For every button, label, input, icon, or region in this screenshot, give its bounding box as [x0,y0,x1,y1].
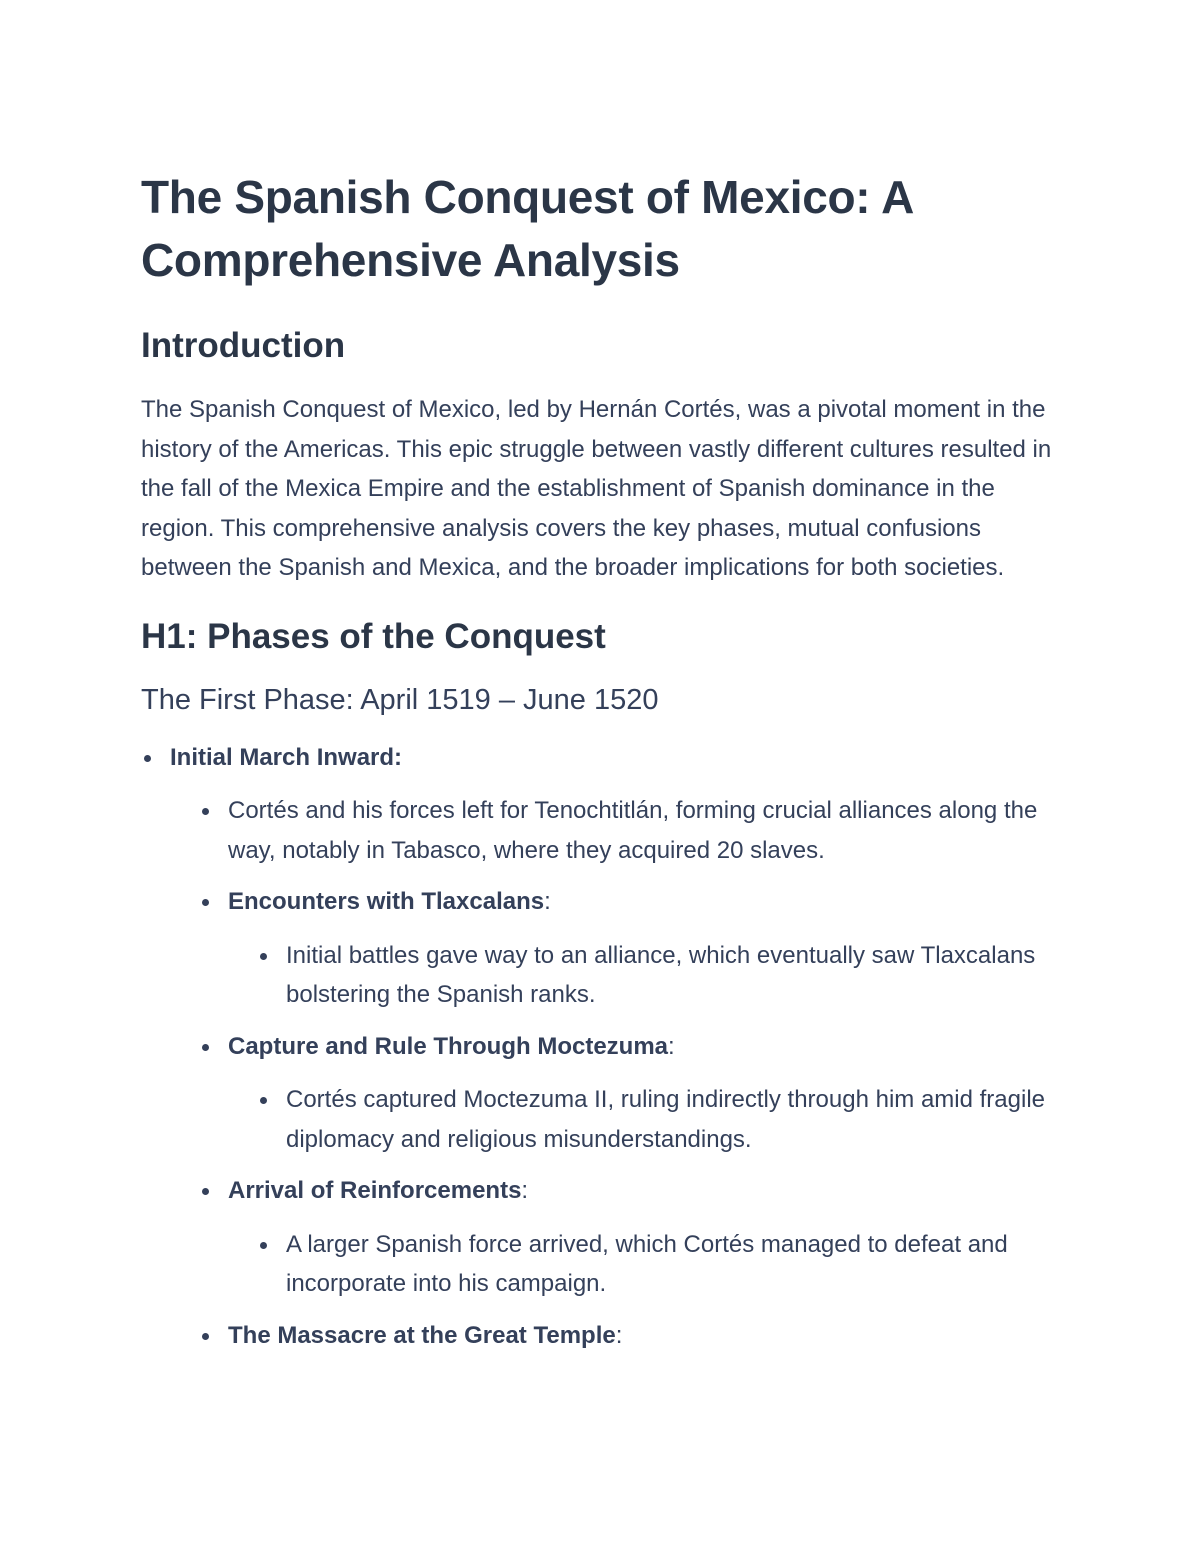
list-item [257,1225,1071,1304]
list-item [141,738,1071,1356]
phase-list [141,738,1071,1356]
detail-list [228,1080,1071,1159]
list-item [199,1316,1071,1356]
list-item-suffix: : [544,888,551,915]
phases-heading: H1: Phases of the Conquest [141,616,606,656]
bullet-icon [260,1242,267,1249]
detail-list [228,1225,1071,1304]
list-item [199,791,1071,870]
document-title: The Spanish Conquest of Mexico: A Comprehensive Analysis [141,171,913,286]
list-item [257,936,1071,1015]
introduction-paragraph: The Spanish Conquest of Mexico, led by Hernán Cortés, was a pivotal moment in the history of the Americas. This epic struggle between vastly different cultures resulted in the fall of the Mexica Empire and the establishment of Spanish dominance in the region. This comprehensive analysis covers the key phases, mutual confusions between the Spanish and Mexica, and the broader implications for both societies. [141,396,1052,581]
list-item-text: A larger Spanish force arrived, which Cortés managed to defeat and incorporate into his campaign. [286,1230,1008,1297]
list-item-text: Cortés captured Moctezuma II, ruling indirectly through him amid fragile diplomacy and religious misunderstandings. [286,1086,1045,1153]
bullet-icon [202,899,209,906]
list-item [257,1080,1071,1159]
document-page [141,166,1071,1367]
list-item-suffix: : [615,1321,623,1349]
detail-list [228,936,1071,1015]
list-item-label: The Massacre at the Great Temple [228,1321,616,1349]
sub-list [170,791,1071,1355]
list-item [199,1171,1071,1304]
introduction-heading: Introduction [141,326,346,365]
bullet-icon [202,1333,209,1340]
first-phase-heading: The First Phase: April 1519 – June 1520 [141,683,659,716]
list-item-text: Initial battles gave way to an alliance, which eventually saw Tlaxcalans bolstering the Spanish ranks. [286,941,1036,1008]
list-item-label: Capture and Rule Through Moctezuma [228,1032,669,1060]
bullet-icon [202,1044,209,1051]
bullet-icon [260,953,267,960]
bullet-icon [144,755,151,762]
list-item-suffix: : [668,1032,675,1060]
bullet-icon [202,808,209,815]
list-item-label: Arrival of Reinforcements [228,1177,522,1204]
list-item-suffix: : [521,1177,529,1204]
list-item-label: Initial March Inward: [170,743,403,771]
list-item-label: Encounters with Tlaxcalans [228,888,545,915]
list-item [199,882,1071,1015]
list-item-text: Cortés and his forces left for Tenochtitlán, forming crucial alliances along the way, notably in Tabasco, where they acquired 20 slaves. [228,797,1038,864]
bullet-icon [260,1097,267,1104]
list-item [199,1027,1071,1160]
bullet-icon [202,1188,209,1195]
